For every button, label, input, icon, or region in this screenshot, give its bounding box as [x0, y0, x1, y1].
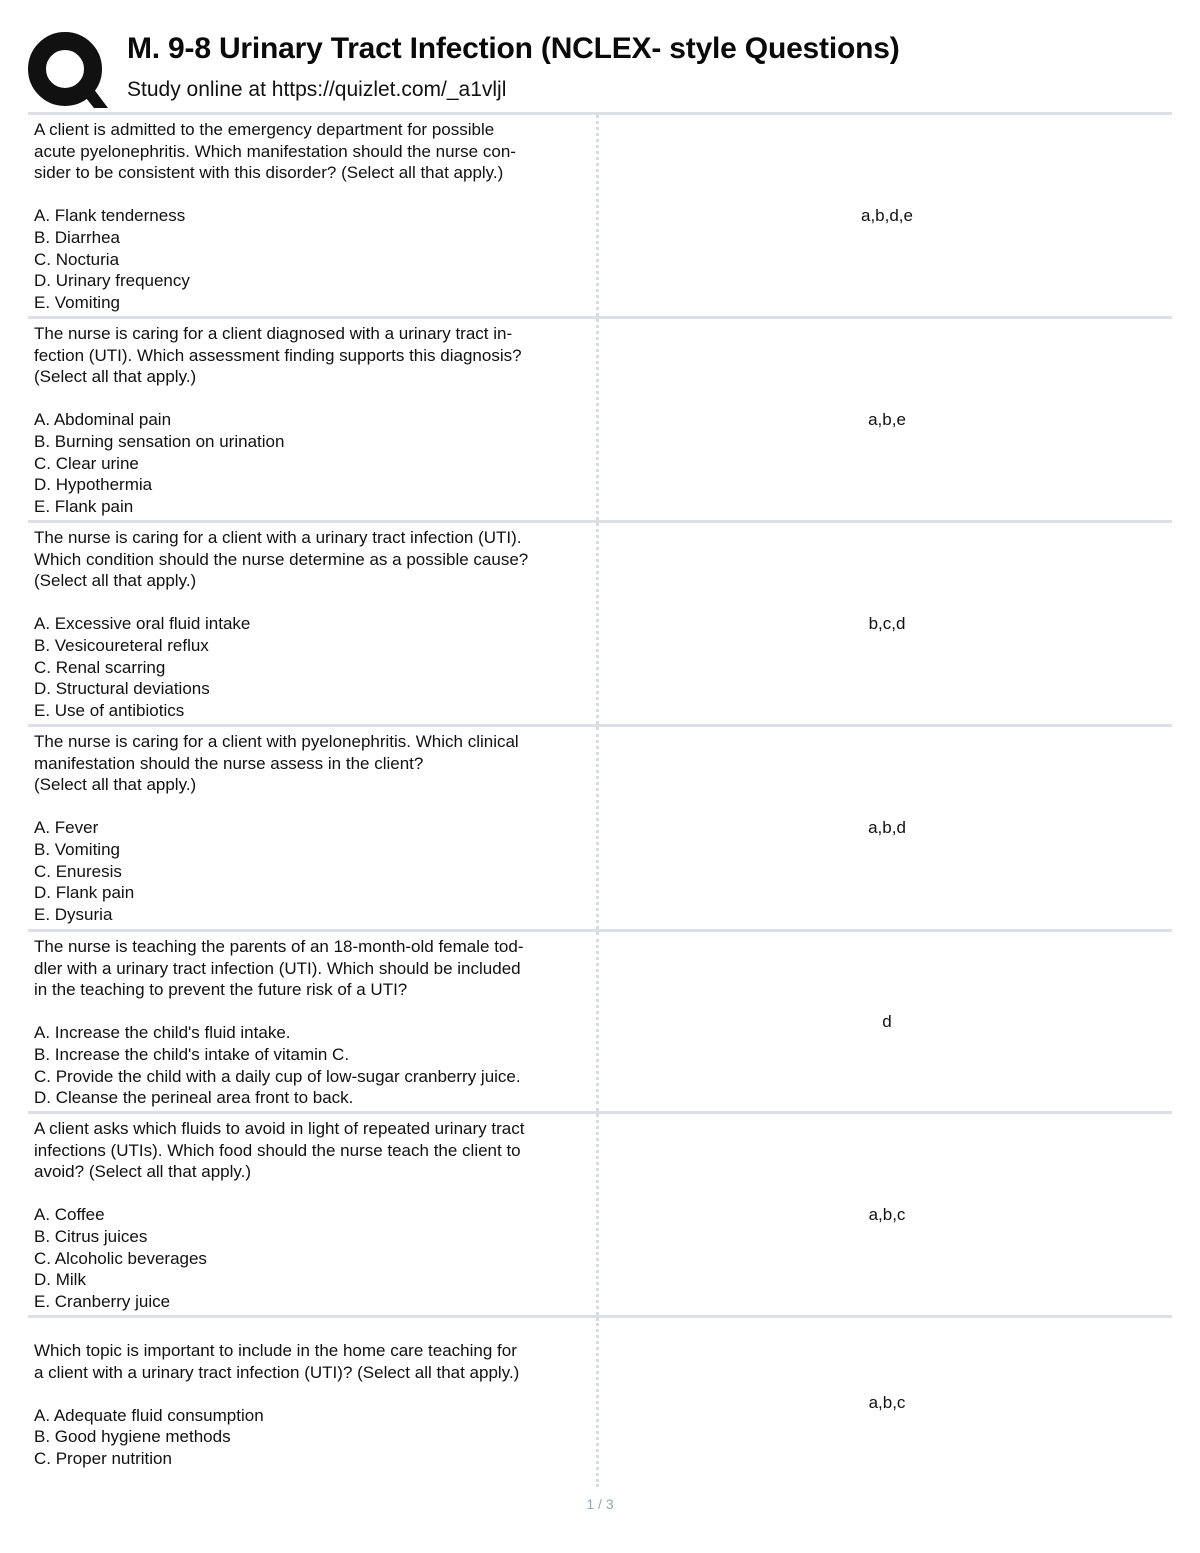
- question-line: A client asks which fluids to avoid in light of repeated urinary tract: [34, 1119, 525, 1138]
- answer-option: D. Urinary frequency: [34, 271, 190, 291]
- answer-option: C. Enuresis: [34, 861, 122, 881]
- question-line: dler with a urinary tract infection (UTI). Which should be included: [34, 958, 521, 978]
- answer-option: B. Citrus juices: [34, 1226, 148, 1246]
- answer-cell: [602, 932, 1172, 1111]
- answer-option: B. Good hygiene methods: [34, 1427, 231, 1447]
- answer-text: d: [882, 1011, 892, 1031]
- question-line: The nurse is teaching the parents of an 18-month-old female tod-: [34, 937, 524, 956]
- answer-option: B. Burning sensation on urination: [34, 431, 285, 451]
- question-line: The nurse is caring for a client with pyelonephritis. Which clinical: [34, 732, 519, 751]
- answer-option: C. Clear urine: [34, 453, 139, 473]
- answer-option: D. Structural deviations: [34, 679, 210, 699]
- question-cell: [28, 1318, 599, 1487]
- flashcard-row: [28, 929, 1172, 1111]
- answer-option: A. Coffee: [34, 1205, 105, 1225]
- question-cell: [28, 727, 599, 929]
- answer-option: C. Nocturia: [34, 249, 120, 269]
- answer-text: a,b,e: [868, 409, 906, 429]
- question-line: Which topic is important to include in the home care teaching for: [34, 1341, 517, 1360]
- question-line: fection (UTI). Which assessment finding supports this diagnosis?: [34, 345, 522, 365]
- document-header: [28, 28, 1178, 110]
- answer-option: C. Provide the child with a daily cup of low-sugar cranberry juice.: [34, 1066, 521, 1086]
- question-line: infections (UTIs). Which food should the nurse teach the client to: [34, 1140, 521, 1160]
- answer-cell: [602, 319, 1172, 520]
- question-line: avoid? (Select all that apply.): [34, 1162, 252, 1182]
- answer-cell: [602, 1318, 1172, 1487]
- answer-option: A. Increase the child's fluid intake.: [34, 1023, 291, 1043]
- question-cell: [28, 523, 599, 724]
- answer-cell: [602, 115, 1172, 316]
- answer-option: A. Adequate fluid consumption: [34, 1405, 264, 1425]
- answer-option: A. Fever: [34, 818, 99, 838]
- answer-option: D. Milk: [34, 1270, 86, 1290]
- answer-text: b,c,d: [868, 613, 906, 633]
- question-line: (Select all that apply.): [34, 367, 197, 387]
- answer-option: B. Increase the child's intake of vitamin C.: [34, 1044, 350, 1064]
- page-title: M. 9-8 Urinary Tract Infection (NCLEX- style Questions): [127, 32, 900, 65]
- question-line: The nurse is caring for a client with a urinary tract infection (UTI).: [34, 528, 522, 547]
- answer-option: B. Vomiting: [34, 839, 120, 859]
- question-line: acute pyelonephritis. Which manifestation should the nurse con-: [34, 141, 516, 161]
- answer-text: a,b,d: [868, 818, 906, 837]
- flashcard-row: [28, 520, 1172, 724]
- answer-option: D. Cleanse the perineal area front to back.: [34, 1088, 354, 1108]
- question-line: in the teaching to prevent the future risk of a UTI?: [34, 980, 408, 1000]
- question-line: (Select all that apply.): [34, 571, 197, 591]
- question-line: The nurse is caring for a client diagnosed with a urinary tract in-: [34, 324, 513, 343]
- flashcard-table: [28, 112, 1172, 1487]
- question-cell: [28, 1114, 599, 1315]
- page-number: 1 / 3: [586, 1496, 614, 1512]
- question-line: a client with a urinary tract infection (UTI)? (Select all that apply.): [34, 1362, 520, 1382]
- answer-option: E. Use of antibiotics: [34, 700, 185, 720]
- answer-cell: [602, 727, 1172, 929]
- answer-cell: [602, 523, 1172, 724]
- answer-text: a,b,c: [868, 1392, 906, 1412]
- answer-option: B. Vesicoureteral reflux: [34, 635, 209, 655]
- flashcard-row: [28, 1315, 1172, 1487]
- answer-option: D. Flank pain: [34, 883, 135, 903]
- answer-option: C. Proper nutrition: [34, 1448, 172, 1468]
- answer-option: E. Flank pain: [34, 496, 134, 516]
- answer-option: A. Flank tenderness: [34, 206, 186, 226]
- question-cell: [28, 115, 599, 316]
- question-cell: [28, 932, 599, 1111]
- question-line: manifestation should the nurse assess in the client?: [34, 753, 424, 773]
- answer-cell: [602, 1114, 1172, 1315]
- flashcard-row: [28, 112, 1172, 316]
- answer-option: E. Dysuria: [34, 904, 113, 924]
- answer-option: E. Vomiting: [34, 292, 120, 312]
- answer-option: A. Abdominal pain: [34, 410, 172, 430]
- question-line: (Select all that apply.): [34, 775, 197, 795]
- question-cell: [28, 319, 599, 520]
- answer-option: D. Hypothermia: [34, 475, 153, 495]
- answer-option: B. Diarrhea: [34, 227, 120, 247]
- answer-text: a,b,d,e: [861, 205, 913, 225]
- answer-option: E. Cranberry juice: [34, 1291, 171, 1311]
- quizlet-logo-icon: [28, 30, 110, 112]
- answer-option: A. Excessive oral fluid intake: [34, 614, 251, 634]
- answer-option: C. Alcoholic beverages: [34, 1248, 207, 1268]
- flashcard-row: [28, 724, 1172, 929]
- answer-option: C. Renal scarring: [34, 657, 166, 677]
- question-line: sider to be consistent with this disorder? (Select all that apply.): [34, 163, 504, 183]
- question-line: A client is admitted to the emergency department for possible: [34, 120, 495, 139]
- flashcard-row: [28, 1111, 1172, 1315]
- answer-text: a,b,c: [868, 1204, 906, 1224]
- flashcard-row: [28, 316, 1172, 520]
- question-line: Which condition should the nurse determine as a possible cause?: [34, 549, 529, 569]
- study-online-link[interactable]: Study online at https://quizlet.com/_a1vljl: [127, 78, 507, 101]
